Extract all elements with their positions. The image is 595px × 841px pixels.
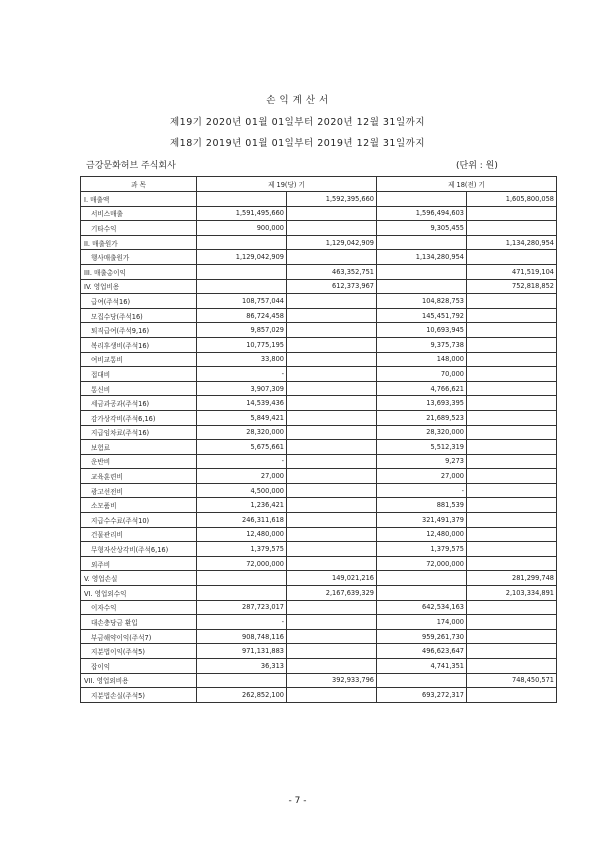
prior-total-cell [467, 352, 557, 367]
current-detail-cell: 86,724,458 [197, 308, 287, 323]
current-detail-cell: 908,748,116 [197, 629, 287, 644]
row-label: 세금과공과(주석16) [81, 396, 197, 411]
current-detail-cell: 3,907,309 [197, 381, 287, 396]
current-total-cell: 392,933,796 [287, 673, 377, 688]
header-prior-period: 제 18(전) 기 [377, 177, 557, 192]
prior-total-cell: 1,605,800,058 [467, 192, 557, 207]
prior-detail-cell: 21,689,523 [377, 410, 467, 425]
current-detail-cell [197, 264, 287, 279]
prior-detail-cell [377, 571, 467, 586]
current-total-cell [287, 556, 377, 571]
prior-detail-cell: 959,261,730 [377, 629, 467, 644]
current-total-cell: 612,373,967 [287, 279, 377, 294]
table-row [81, 396, 557, 411]
row-label: 대손충당금 환입 [81, 615, 197, 630]
row-label: 외주비 [81, 556, 197, 571]
current-detail-cell: - [197, 454, 287, 469]
current-detail-cell [197, 279, 287, 294]
current-total-cell [287, 250, 377, 265]
current-total-cell [287, 483, 377, 498]
table-row [81, 644, 557, 659]
prior-detail-cell: - [377, 483, 467, 498]
current-detail-cell: 108,757,044 [197, 294, 287, 309]
period-current: 제19기 2020년 01월 01일부터 2020년 12월 31일까지 [169, 117, 426, 128]
current-total-cell [287, 410, 377, 425]
row-label: 건물관리비 [81, 527, 197, 542]
prior-total-cell [467, 498, 557, 513]
current-total-cell [287, 323, 377, 338]
table-row [81, 498, 557, 513]
table-row [81, 294, 557, 309]
prior-total-cell [467, 425, 557, 440]
prior-detail-cell: 27,000 [377, 469, 467, 484]
prior-total-cell [467, 396, 557, 411]
prior-detail-cell: 5,512,319 [377, 440, 467, 455]
prior-detail-cell: 174,000 [377, 615, 467, 630]
current-detail-cell: 72,000,000 [197, 556, 287, 571]
row-label: II. 매출원가 [81, 235, 197, 250]
unit-label: (단위 : 원) [456, 161, 498, 171]
row-label: 퇴직급여(주석9,16) [81, 323, 197, 338]
prior-total-cell [467, 206, 557, 221]
prior-detail-cell: 1,596,494,603 [377, 206, 467, 221]
prior-total-cell [467, 454, 557, 469]
table-row [81, 659, 557, 674]
current-detail-cell: 12,480,000 [197, 527, 287, 542]
prior-detail-cell: 693,272,317 [377, 688, 467, 703]
income-statement-table [80, 176, 557, 703]
prior-detail-cell: 10,693,945 [377, 323, 467, 338]
current-total-cell [287, 498, 377, 513]
prior-total-cell [467, 659, 557, 674]
prior-total-cell [467, 600, 557, 615]
table-row [81, 513, 557, 528]
row-label: 접대비 [81, 367, 197, 382]
row-label: I. 매출액 [81, 192, 197, 207]
current-total-cell: 463,352,751 [287, 264, 377, 279]
row-label: III. 매출총이익 [81, 264, 197, 279]
prior-detail-cell: 321,491,379 [377, 513, 467, 528]
row-label: 급여(주석16) [81, 294, 197, 309]
current-detail-cell: 5,675,661 [197, 440, 287, 455]
table-row [81, 250, 557, 265]
row-label: 서비스매출 [81, 206, 197, 221]
prior-detail-cell: 9,273 [377, 454, 467, 469]
current-detail-cell [197, 192, 287, 207]
current-detail-cell [197, 673, 287, 688]
row-label: 부금해약이익(주석7) [81, 629, 197, 644]
table-row [81, 206, 557, 221]
current-total-cell [287, 337, 377, 352]
header-account: 과 목 [81, 177, 197, 192]
prior-detail-cell: 28,320,000 [377, 425, 467, 440]
current-total-cell [287, 659, 377, 674]
current-total-cell [287, 396, 377, 411]
period-prior: 제18기 2019년 01월 01일부터 2019년 12월 31일까지 [169, 138, 426, 149]
table-row [81, 440, 557, 455]
current-detail-cell: 33,800 [197, 352, 287, 367]
prior-total-cell [467, 644, 557, 659]
prior-total-cell [467, 629, 557, 644]
row-label: 복리후생비(주석16) [81, 337, 197, 352]
current-total-cell [287, 352, 377, 367]
table-row [81, 469, 557, 484]
row-label: 무형자산상각비(주석6,16) [81, 542, 197, 557]
row-label: 지급수수료(주석10) [81, 513, 197, 528]
header-current-period: 제 19(당) 기 [197, 177, 377, 192]
row-label: 소모품비 [81, 498, 197, 513]
prior-detail-cell: 642,534,163 [377, 600, 467, 615]
prior-detail-cell [377, 264, 467, 279]
prior-detail-cell: 104,828,753 [377, 294, 467, 309]
table-row [81, 192, 557, 207]
current-total-cell [287, 469, 377, 484]
table-row [81, 586, 557, 601]
row-label: 운반비 [81, 454, 197, 469]
row-label: 지분법이익(주석5) [81, 644, 197, 659]
prior-detail-cell [377, 673, 467, 688]
prior-total-cell [467, 527, 557, 542]
prior-total-cell: 281,299,748 [467, 571, 557, 586]
table-row [81, 367, 557, 382]
current-detail-cell: 10,775,195 [197, 337, 287, 352]
prior-total-cell [467, 469, 557, 484]
prior-detail-cell: 145,451,792 [377, 308, 467, 323]
current-detail-cell: 262,852,100 [197, 688, 287, 703]
prior-detail-cell: 496,623,647 [377, 644, 467, 659]
row-label: 행사매출원가 [81, 250, 197, 265]
table-row [81, 600, 557, 615]
current-detail-cell: 246,311,618 [197, 513, 287, 528]
prior-total-cell [467, 615, 557, 630]
prior-total-cell [467, 294, 557, 309]
prior-total-cell [467, 308, 557, 323]
table-row [81, 688, 557, 703]
row-label: 모집수당(주석16) [81, 308, 197, 323]
prior-total-cell [467, 250, 557, 265]
prior-detail-cell [377, 192, 467, 207]
table-row [81, 337, 557, 352]
row-label: VI. 영업외수익 [81, 586, 197, 601]
table-row [81, 381, 557, 396]
current-total-cell: 1,129,042,909 [287, 235, 377, 250]
table-row [81, 556, 557, 571]
table-row [81, 410, 557, 425]
current-total-cell [287, 527, 377, 542]
statement-title: 손 익 계 산 서 [266, 95, 329, 106]
current-total-cell: 149,021,216 [287, 571, 377, 586]
row-label: 통신비 [81, 381, 197, 396]
current-detail-cell: 9,857,029 [197, 323, 287, 338]
prior-total-cell [467, 221, 557, 236]
table-row [81, 629, 557, 644]
current-total-cell [287, 221, 377, 236]
current-total-cell: 1,592,395,660 [287, 192, 377, 207]
prior-detail-cell: 4,741,351 [377, 659, 467, 674]
prior-detail-cell: 12,480,000 [377, 527, 467, 542]
prior-detail-cell: 4,766,621 [377, 381, 467, 396]
prior-detail-cell: 1,134,280,954 [377, 250, 467, 265]
current-total-cell [287, 615, 377, 630]
table-row [81, 279, 557, 294]
current-detail-cell: 14,539,436 [197, 396, 287, 411]
table-row [81, 542, 557, 557]
row-label: IV. 영업비용 [81, 279, 197, 294]
prior-total-cell [467, 556, 557, 571]
table-row [81, 615, 557, 630]
current-detail-cell: 1,236,421 [197, 498, 287, 513]
prior-total-cell: 2,103,334,891 [467, 586, 557, 601]
prior-detail-cell [377, 586, 467, 601]
current-total-cell [287, 294, 377, 309]
table-row [81, 425, 557, 440]
current-detail-cell: 971,131,883 [197, 644, 287, 659]
row-label: 잡이익 [81, 659, 197, 674]
prior-detail-cell: 881,539 [377, 498, 467, 513]
table-row [81, 323, 557, 338]
row-label: VII. 영업외비용 [81, 673, 197, 688]
row-label: 기타수익 [81, 221, 197, 236]
table-row [81, 352, 557, 367]
prior-total-cell [467, 367, 557, 382]
prior-total-cell: 752,818,852 [467, 279, 557, 294]
prior-detail-cell [377, 279, 467, 294]
prior-total-cell [467, 542, 557, 557]
current-total-cell: 2,167,639,329 [287, 586, 377, 601]
table-header-row [81, 177, 557, 192]
prior-detail-cell [377, 235, 467, 250]
prior-total-cell [467, 440, 557, 455]
current-detail-cell: 27,000 [197, 469, 287, 484]
current-total-cell [287, 425, 377, 440]
row-label: 보험료 [81, 440, 197, 455]
row-label: 교육훈련비 [81, 469, 197, 484]
prior-total-cell: 1,134,280,954 [467, 235, 557, 250]
current-total-cell [287, 381, 377, 396]
prior-total-cell [467, 688, 557, 703]
current-detail-cell: - [197, 615, 287, 630]
table-row [81, 483, 557, 498]
current-total-cell [287, 629, 377, 644]
current-detail-cell: 28,320,000 [197, 425, 287, 440]
current-detail-cell: 1,591,495,660 [197, 206, 287, 221]
table-row [81, 527, 557, 542]
row-label: 지분법손실(주석5) [81, 688, 197, 703]
prior-detail-cell: 72,000,000 [377, 556, 467, 571]
prior-total-cell [467, 337, 557, 352]
current-detail-cell: 36,313 [197, 659, 287, 674]
current-total-cell [287, 440, 377, 455]
table-row [81, 235, 557, 250]
current-detail-cell: 1,379,575 [197, 542, 287, 557]
prior-detail-cell: 148,000 [377, 352, 467, 367]
current-detail-cell: 4,500,000 [197, 483, 287, 498]
current-total-cell [287, 600, 377, 615]
prior-total-cell [467, 381, 557, 396]
prior-detail-cell: 13,693,395 [377, 396, 467, 411]
prior-detail-cell: 70,000 [377, 367, 467, 382]
row-label: 이자수익 [81, 600, 197, 615]
table-row [81, 264, 557, 279]
prior-total-cell: 748,450,571 [467, 673, 557, 688]
prior-total-cell [467, 483, 557, 498]
current-total-cell [287, 206, 377, 221]
prior-total-cell [467, 323, 557, 338]
table-row [81, 571, 557, 586]
table-row [81, 308, 557, 323]
row-label: 광고선전비 [81, 483, 197, 498]
current-total-cell [287, 367, 377, 382]
row-label: V. 영업손실 [81, 571, 197, 586]
current-detail-cell [197, 235, 287, 250]
current-detail-cell [197, 571, 287, 586]
prior-total-cell [467, 410, 557, 425]
current-total-cell [287, 454, 377, 469]
prior-detail-cell: 1,379,575 [377, 542, 467, 557]
row-label: 지급임차료(주석16) [81, 425, 197, 440]
page-number: - 7 - [288, 796, 307, 806]
table-row [81, 673, 557, 688]
current-total-cell [287, 513, 377, 528]
row-label: 감가상각비(주석6,16) [81, 410, 197, 425]
current-detail-cell: 5,849,421 [197, 410, 287, 425]
prior-total-cell: 471,519,104 [467, 264, 557, 279]
current-total-cell [287, 542, 377, 557]
current-detail-cell: 900,000 [197, 221, 287, 236]
current-detail-cell: - [197, 367, 287, 382]
company-name: 금강문화허브 주식회사 [86, 161, 176, 171]
current-detail-cell [197, 586, 287, 601]
prior-detail-cell: 9,375,738 [377, 337, 467, 352]
current-detail-cell: 1,129,042,909 [197, 250, 287, 265]
current-total-cell [287, 644, 377, 659]
table-row [81, 221, 557, 236]
current-total-cell [287, 308, 377, 323]
prior-total-cell [467, 513, 557, 528]
prior-detail-cell: 9,305,455 [377, 221, 467, 236]
table-row [81, 454, 557, 469]
current-detail-cell: 287,723,017 [197, 600, 287, 615]
current-total-cell [287, 688, 377, 703]
row-label: 여비교통비 [81, 352, 197, 367]
